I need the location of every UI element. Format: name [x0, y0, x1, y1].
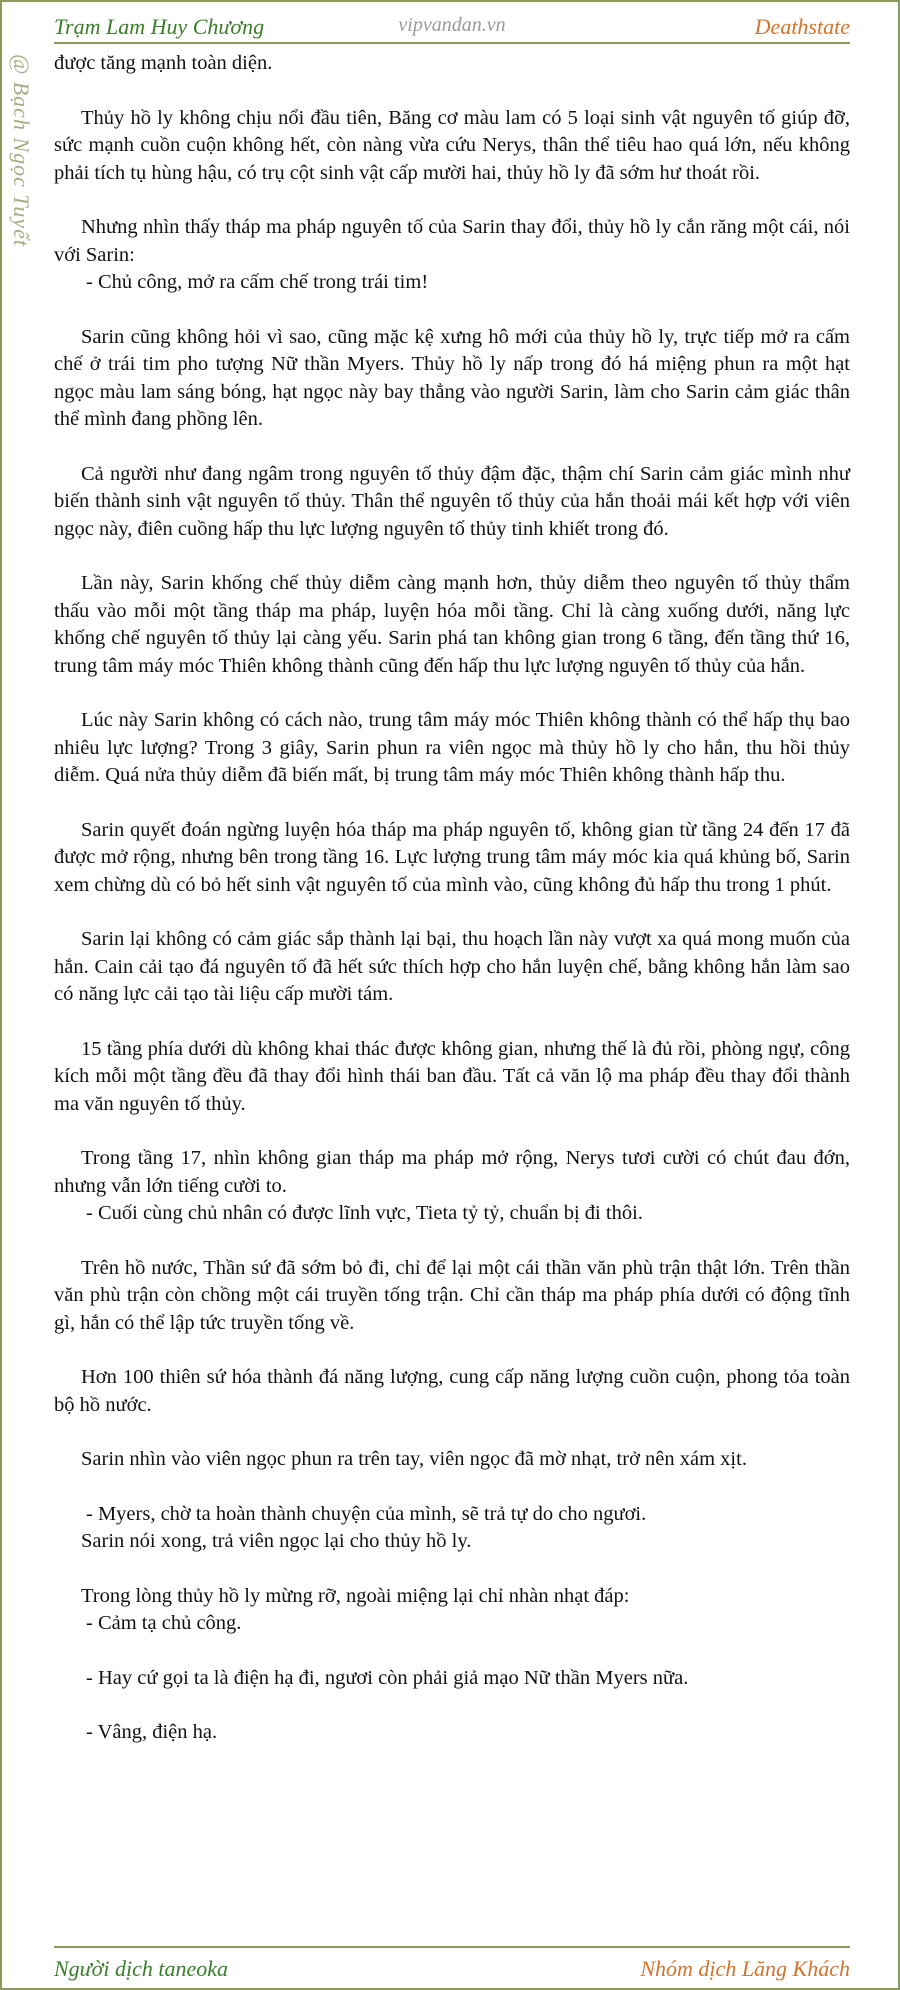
paragraph: Nhưng nhìn thấy tháp ma pháp nguyên tố của Sarin thay đổi, thủy hồ ly cắn răng một cái, nói với Sarin: [54, 216, 850, 266]
dialogue-line: - Myers, chờ ta hoàn thành chuyện của mình, sẽ trả tự do cho ngươi. [86, 1502, 647, 1525]
paragraph: Sarin cũng không hỏi vì sao, cũng mặc kệ xưng hô mới của thủy hồ ly, trực tiếp mở ra cấm chế ở trái tim pho tượng Nữ thần Myers. Thủy hồ ly nấp trong đó há miệng phun ra một hạt ngọc màu lam sáng bóng, hạt ngọc này bay thẳng vào người Sarin, làm cho Sarin cảm giác thân thể mình đang phồng lên. [54, 325, 850, 430]
dialogue-line: - Hay cứ gọi ta là điện hạ đi, ngươi còn phải giả mạo Nữ thần Myers nữa. [86, 1666, 689, 1689]
dialogue-line: - Vâng, điện hạ. [86, 1721, 218, 1743]
paragraph: Trong lòng thủy hồ ly mừng rỡ, ngoài miệng lại chỉ nhàn nhạt đáp: [81, 1584, 630, 1607]
page-header [54, 10, 850, 44]
header-site-title: Trạm Lam Huy Chương [54, 14, 265, 39]
paragraph: Trong tầng 17, nhìn không gian tháp ma pháp mở rộng, Nerys tươi cười có chút đau đớn, nhưng vẫn lớn tiếng cười to. [54, 1147, 850, 1197]
footer-translator: Người dịch taneoka [54, 1956, 229, 1981]
dialogue-line: - Cuối cùng chủ nhân có được lĩnh vực, Tieta tỷ tỷ, chuẩn bị đi thôi. [86, 1202, 643, 1224]
paragraph: Lần này, Sarin khống chế thủy diễm càng mạnh hơn, thủy diễm theo nguyên tố thủy thẩm thấu vào mỗi một tầng tháp ma pháp, luyện hóa mỗi tầng. Chỉ là càng xuống dưới, năng lực khống chế nguyên tố thủy lại càng yếu. Sarin phá tan không gian trong 6 tầng, đến tầng thứ 16, trung tâm máy móc Thiên không thành cũng đến hấp thu lực lượng nguyên tố thủy của hắn. [54, 572, 850, 677]
dialogue-line: - Chủ công, mở ra cấm chế trong trái tim! [86, 271, 429, 293]
chapter-text [54, 50, 850, 1938]
paragraph: Sarin lại không có cảm giác sắp thành lại bại, thu hoạch lần này vượt xa quá mong muốn của hắn. Cain cải tạo đá nguyên tố đã hết sức thích hợp cho hắn luyện chế, bằng không hắn làm sao có năng lực cải tạo tài liệu cấp mười tám. [54, 928, 850, 1005]
header-book-title: Deathstate [754, 14, 850, 39]
paragraph: Lúc này Sarin không có cách nào, trung tâm máy móc Thiên không thành có thể hấp thụ bao nhiêu lực lượng? Trong 3 giây, Sarin phun ra viên ngọc mà thủy hồ ly cho hắn, thu hồi thủy diễm. Quá nửa thủy diễm đã biến mất, bị trung tâm máy móc Thiên không thành hấp thu. [54, 709, 850, 786]
paragraph: Hơn 100 thiên sứ hóa thành đá năng lượng, cung cấp năng lượng cuồn cuộn, phong tỏa toàn bộ hồ nước. [54, 1366, 850, 1416]
paragraph: Cả người như đang ngâm trong nguyên tố thủy đậm đặc, thậm chí Sarin cảm giác mình như biến thành sinh vật nguyên tố thủy. Thân thể nguyên tố thủy của hắn thoải mái kết hợp với viên ngọc này, điên cuồng hấp thu lực lượng nguyên tố thủy tinh khiết trong đó. [54, 462, 850, 540]
header-website: vipvandan.vn [398, 14, 506, 36]
sidebar-watermark: @ Bạch Ngọc Tuyết [9, 54, 34, 248]
paragraph: Sarin nói xong, trả viên ngọc lại cho thủy hồ ly. [81, 1530, 472, 1552]
footer-group: Nhóm dịch Lăng Khách [640, 1956, 850, 1981]
paragraph: được tăng mạnh toàn diện. [54, 52, 273, 74]
paragraph: 15 tầng phía dưới dù không khai thác được không gian, nhưng thế là đủ rồi, phòng ngự, công kích mỗi một tầng đều đã thay đổi hình thái ban đầu. Tất cả văn lộ ma pháp đều thay đổi thành ma văn nguyên tố thủy. [54, 1037, 850, 1115]
dialogue-line: - Cảm tạ chủ công. [86, 1612, 242, 1634]
paragraph: Sarin quyết đoán ngừng luyện hóa tháp ma pháp nguyên tố, không gian từ tầng 24 đến 17 đã được mở rộng, nhưng bên trong tầng 16. Lực lượng trung tâm máy móc kia quá khủng bố, Sarin xem chừng dù có bỏ hết sinh vật nguyên tố của mình vào, cũng không đủ hấp thu trong 1 phút. [54, 818, 850, 896]
paragraph: Thủy hồ ly không chịu nổi đầu tiên, Băng cơ màu lam có 5 loại sinh vật nguyên tố giúp đỡ, sức mạnh cuồn cuộn không hết, còn nàng vừa cứu Nerys, thân thể tiêu hao quá lớn, nếu không phải tích tụ hùng hậu, có trụ cột sinh vật cấp mười hai, thủy hồ ly đã sớm hư thoát rồi. [54, 106, 850, 184]
paragraph: Trên hồ nước, Thần sứ đã sớm bỏ đi, chỉ để lại một cái thần văn phù trận thật lớn. Trên thần văn phù trận còn chồng một cái truyền tống trận. Chỉ cần tháp ma pháp phía dưới có động tĩnh gì, hắn có thể lập tức truyền tống về. [54, 1256, 850, 1334]
paragraph: Sarin nhìn vào viên ngọc phun ra trên tay, viên ngọc đã mờ nhạt, trở nên xám xịt. [81, 1448, 747, 1470]
page-footer [54, 1946, 850, 1984]
